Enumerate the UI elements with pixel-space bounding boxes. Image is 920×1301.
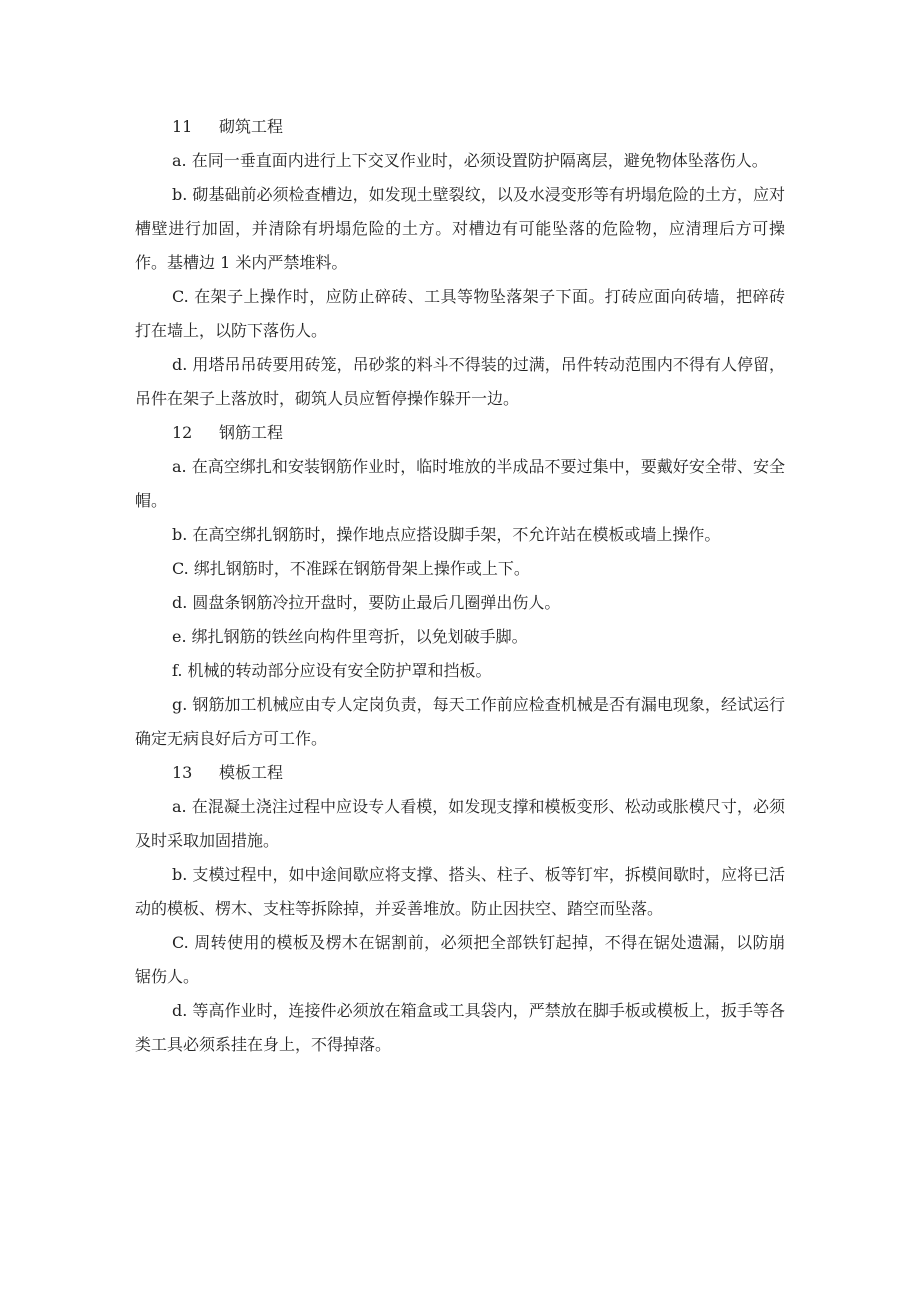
section-title: 砌筑工程 [219,117,284,136]
document-body [135,110,785,1062]
section-title: 模板工程 [219,763,284,782]
paragraph: C. 在架子上操作时，应防止碎砖、工具等物坠落架子下面。打砖应面向砖墙，把碎砖打在墙上，以防下落伤人。 [135,287,785,340]
paragraph: C. 绑扎钢筋时，不准踩在钢筋骨架上操作或上下。 [172,559,530,578]
paragraph: e. 绑扎钢筋的铁丝向构件里弯折，以免划破手脚。 [172,627,528,646]
section-title: 钢筋工程 [219,423,284,442]
section-number: 11 [172,117,193,136]
paragraph: a. 在高空绑扎和安装钢筋作业时，临时堆放的半成品不要过集中，要戴好安全带、安全帽。 [135,457,785,510]
section-heading-13 [135,756,785,790]
paragraph: g. 钢筋加工机械应由专人定岗负责，每天工作前应检查机械是否有漏电现象，经试运行确定无病良好后方可工作。 [135,695,785,748]
paragraph: b. 在高空绑扎钢筋时，操作地点应搭设脚手架，不允许站在模板或墙上操作。 [172,525,721,544]
paragraph: f. 机械的转动部分应设有安全防护罩和挡板。 [172,661,492,680]
section-number: 12 [172,423,193,442]
paragraph: C. 周转使用的模板及楞木在锯割前，必须把全部铁钉起掉，不得在锯处遗漏，以防崩锯伤人。 [135,933,785,986]
paragraph: d. 圆盘条钢筋冷拉开盘时，要防止最后几圈弹出伤人。 [172,593,561,612]
paragraph: a. 在混凝土浇注过程中应设专人看模，如发现支撑和模板变形、松动或胀模尺寸，必须及时采取加固措施。 [135,797,785,850]
section-number: 13 [172,763,193,782]
paragraph: b. 支模过程中，如中途间歇应将支撑、搭头、柱子、板等钉牢，拆模间歇时，应将已活动的模板、楞木、支柱等拆除掉，并妥善堆放。防止因扶空、踏空而坠落。 [135,865,785,918]
paragraph: d. 等高作业时，连接件必须放在箱盒或工具袋内，严禁放在脚手板或模板上，扳手等各类工具必须系挂在身上，不得掉落。 [135,1001,785,1054]
paragraph: b. 砌基础前必须检查槽边，如发现土壁裂纹，以及水浸变形等有坍塌危险的土方，应对槽壁进行加固，并清除有坍塌危险的土方。对槽边有可能坠落的危险物，应清理后方可操作。基槽边 1 米内严禁堆料。 [135,185,785,272]
paragraph: d. 用塔吊吊砖要用砖笼，吊砂浆的料斗不得装的过满，吊件转动范围内不得有人停留，吊件在架子上落放时，砌筑人员应暂停操作躲开一边。 [135,355,785,408]
section-heading-12 [135,416,785,450]
section-heading-11 [135,110,785,144]
paragraph: a. 在同一垂直面内进行上下交叉作业时，必须设置防护隔离层，避免物体坠落伤人。 [172,151,768,170]
